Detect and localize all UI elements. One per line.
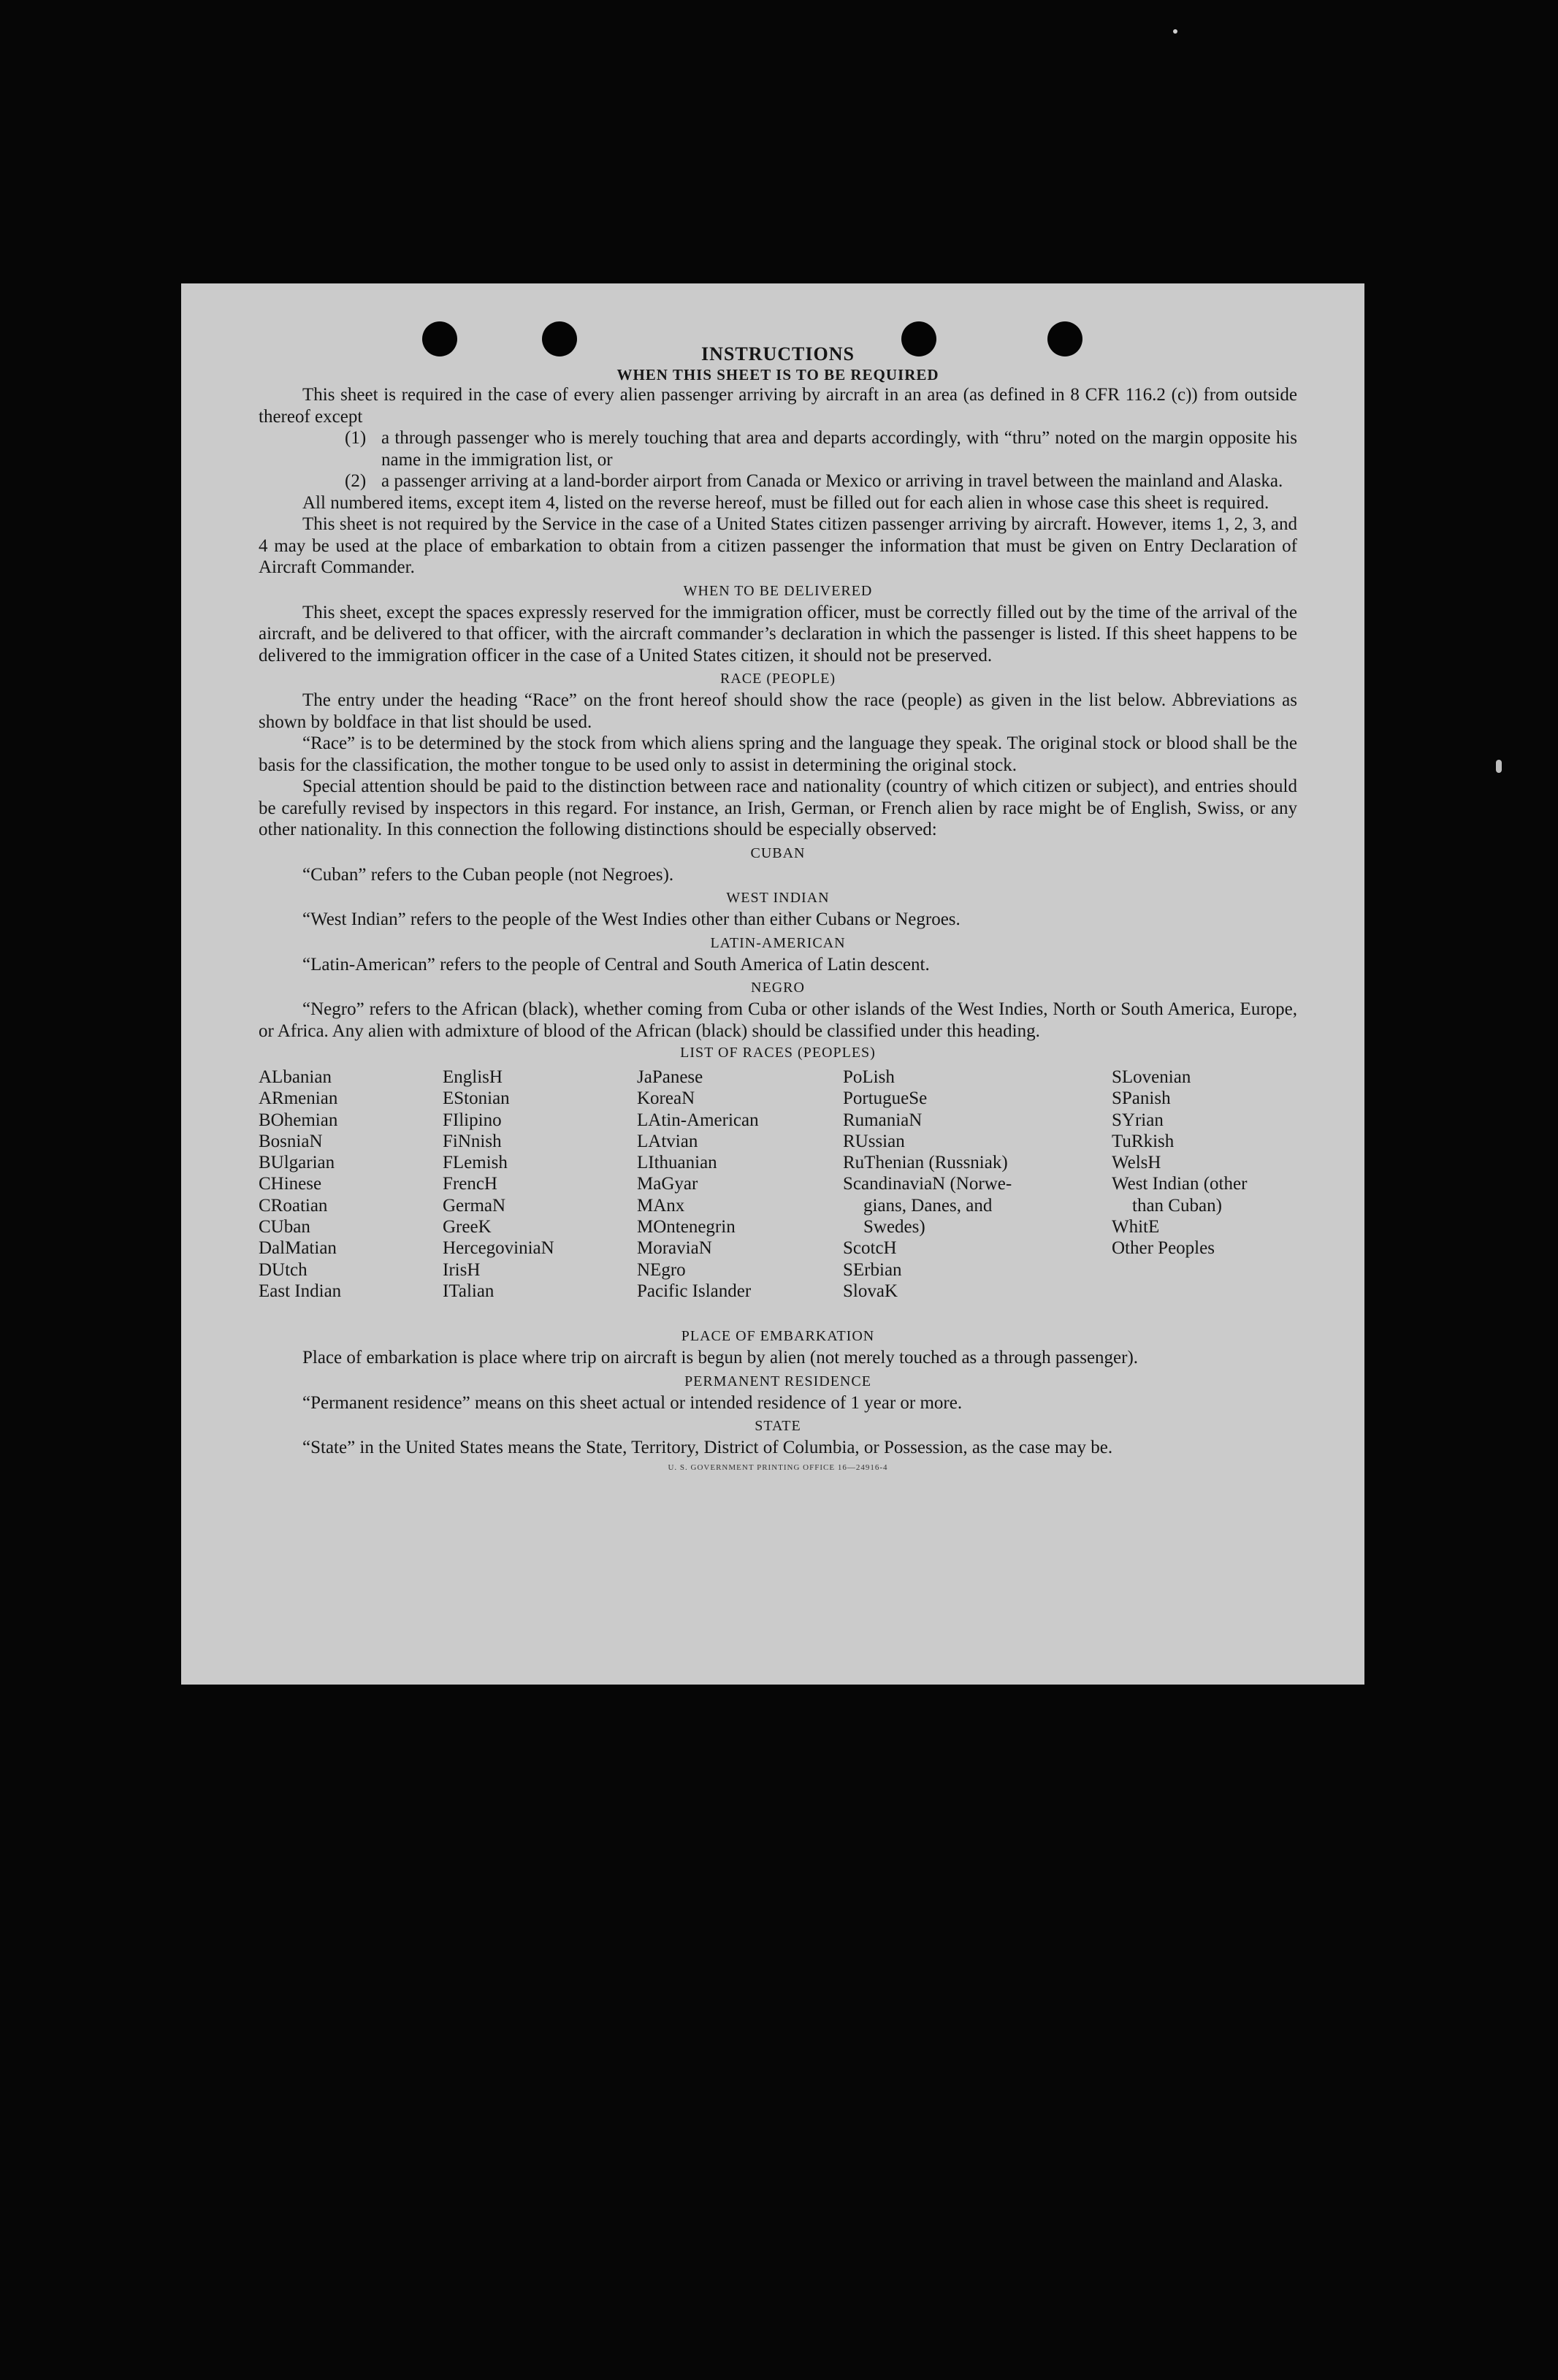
paragraph-west-indian: “West Indian” refers to the people of the West Indies other than either Cubans or Negroes. [302,909,961,929]
page-title: INSTRUCTIONS [701,343,855,365]
item-text: a through passenger who is merely touching that area and departs accordingly, with “thru” noted on the margin opposite his name in the immigration list, or [381,428,1297,470]
race-entry: GermaN [443,1195,506,1216]
item-number: (1) [345,428,367,448]
paragraph-citizen: This sheet is not required by the Service in the case of a United States citizen passenger arriving by aircraft. However, items 1, 2, 3, and 4 may be used at the place of embarkation to obtain from a citizen passenger the information that must be given on Entry Declaration of Aircraft Commander. [259,514,1297,577]
race-entry: LAtvian [637,1131,698,1151]
race-entry: SlovaK [843,1281,898,1301]
paragraph-numbered-items: All numbered items, except item 4, listed on the reverse hereof, must be filled out for each alien in whose case this sheet is required. [302,492,1269,513]
race-entry: gians, Danes, and [863,1195,993,1216]
section-heading-state: STATE [755,1418,801,1434]
race-entry: East Indian [259,1281,342,1301]
race-entry: ARmenian [259,1088,338,1109]
paragraph-race: Special attention should be paid to the distinction between race and nationality (country of which citizen or subject), and entries should be carefully revised by inspectors in this regard. For instance, an Irish, German, or French alien by race might be of English, Swiss, or any other nationality. In this connection the following distinctions should be especially observed: [259,777,1297,839]
race-entry: MAnx [637,1195,685,1216]
punch-hole [901,321,936,356]
race-entry: RUssian [843,1131,905,1151]
race-entry: DalMatian [259,1238,337,1259]
race-entry: BUlgarian [259,1153,335,1173]
section-heading-residence: PERMANENT RESIDENCE [684,1373,871,1389]
paragraph-negro: “Negro” refers to the African (black), whether coming from Cuba or other islands of the West Indies, North or South America, Europe, or Africa. Any alien with admixture of blood of the African (black) should be classified under this heading. [259,999,1297,1041]
section-heading-when-delivered: WHEN TO BE DELIVERED [683,582,873,599]
paragraph-state: “State” in the United States means the State, Territory, District of Columbia, or Possession, as the case may be. [302,1438,1113,1457]
race-entry: DUtch [259,1259,308,1280]
scan-speck [1173,29,1177,34]
race-entry: Swedes) [863,1217,925,1237]
race-entry: SPanish [1112,1088,1171,1109]
race-entry: than Cuban) [1132,1195,1222,1216]
race-entry: FiNnish [443,1131,502,1151]
section-heading-cuban: CUBAN [750,844,806,861]
paragraph-delivery: This sheet, except the spaces expressly reserved for the immigration officer, must be correctly filled out by the time of the arrival of the aircraft, and be delivered to that officer, with the aircraft commander’s declaration in which the passenger is listed. If this sheet happens to be delivered to the immigration officer in the case of a United States citizen, it should not be preserved. [259,602,1297,665]
races-column [443,1067,554,1302]
race-entry: FLemish [443,1153,508,1173]
list-item [259,427,1297,470]
paragraph-cuban: “Cuban” refers to the Cuban people (not Negroes). [302,864,674,885]
section-heading-embarkation: PLACE OF EMBARKATION [681,1328,875,1344]
races-column [843,1067,1012,1302]
item-number: (2) [345,471,367,491]
printing-office-footer: U. S. GOVERNMENT PRINTING OFFICE 16—24916-4 [668,1462,888,1472]
race-entry: ScandinaviaN (Norwe- [843,1174,1012,1194]
section-heading-race: RACE (PEOPLE) [720,671,836,687]
race-entry: CUban [259,1217,310,1237]
race-entry: Pacific Islander [637,1281,752,1301]
section-heading-west-indian: WEST INDIAN [726,890,830,906]
races-column [1112,1067,1247,1259]
race-entry: MaGyar [637,1174,698,1194]
race-entry: ALbanian [259,1067,332,1087]
race-entry: SYrian [1112,1110,1164,1130]
section-heading-when-required: WHEN THIS SHEET IS TO BE REQUIRED [616,366,939,384]
races-table [259,1067,1297,1324]
race-entry: EnglisH [443,1067,503,1087]
race-entry: CHinese [259,1174,322,1194]
race-entry: West Indian (other [1112,1174,1248,1194]
race-entry: EStonian [443,1088,510,1109]
race-entry: WhitE [1112,1217,1160,1237]
section-heading-races-list: LIST OF RACES (PEOPLES) [680,1045,876,1061]
paragraph-intro: This sheet is required in the case of every alien passenger arriving by aircraft in an area (as defined in 8 CFR 116.2 (c)) from outside thereof except [259,385,1297,427]
race-entry: KoreaN [637,1088,695,1109]
race-entry: RuThenian (Russniak) [843,1153,1008,1173]
race-entry: WelsH [1112,1153,1161,1173]
race-entry: IrisH [443,1259,481,1280]
race-entry: SErbian [843,1259,902,1280]
punch-hole [422,321,457,356]
punch-hole [542,321,577,356]
section-heading-latin-american: LATIN-AMERICAN [710,934,846,951]
race-entry: FIlipino [443,1110,502,1130]
paragraph-latin-american: “Latin-American” refers to the people of Central and South America of Latin descent. [302,954,930,974]
race-entry: MOntenegrin [637,1217,736,1237]
race-entry: NEgro [637,1259,686,1280]
list-item [259,470,1297,492]
races-column [637,1067,759,1302]
race-entry: PoLish [843,1067,895,1087]
race-entry: BosniaN [259,1131,323,1151]
race-entry: PortugueSe [843,1088,928,1109]
race-entry: BOhemian [259,1110,338,1130]
scan-speck [1496,760,1502,773]
race-entry: RumaniaN [843,1110,923,1130]
race-entry: HercegovinіaN [443,1238,554,1259]
paragraph-race: The entry under the heading “Race” on the front hereof should show the race (people) as given in the list below. Abbreviations as shown by boldface in that list should be used. [259,690,1297,732]
paragraph-embarkation: Place of embarkation is place where trip on aircraft is begun by alien (not merely touched as a through passenger). [302,1348,1139,1368]
section-heading-negro: NEGRO [751,980,805,996]
item-text: a passenger arriving at a land-border airport from Canada or Mexico or arriving in travel between the mainland and Alaska. [381,471,1283,491]
race-entry: LAtin-American [637,1110,759,1130]
races-column [259,1067,341,1302]
paragraph-race: “Race” is to be determined by the stock from which aliens spring and the language they speak. The original stock or blood shall be the basis for the classification, the mother tongue to be used only to assist in determining the original stock. [259,733,1297,775]
race-entry: SLovenian [1112,1067,1191,1087]
race-entry: TuRkish [1112,1131,1175,1151]
paragraph-residence: “Permanent residence” means on this sheet actual or intended residence of 1 year or more. [302,1392,963,1413]
race-entry: JaPanese [637,1067,703,1087]
race-entry: FrencH [443,1174,497,1194]
race-entry: ScotcH [843,1238,897,1259]
race-entry: Other Peoples [1112,1238,1215,1259]
race-entry: MoraviaN [637,1238,712,1259]
race-entry: LIthuanian [637,1153,717,1173]
instruction-sheet [181,283,1364,1685]
race-entry: GreeK [443,1217,492,1237]
punch-hole [1047,321,1082,356]
race-entry: ITalian [443,1281,494,1301]
race-entry: CRoatian [259,1195,328,1216]
